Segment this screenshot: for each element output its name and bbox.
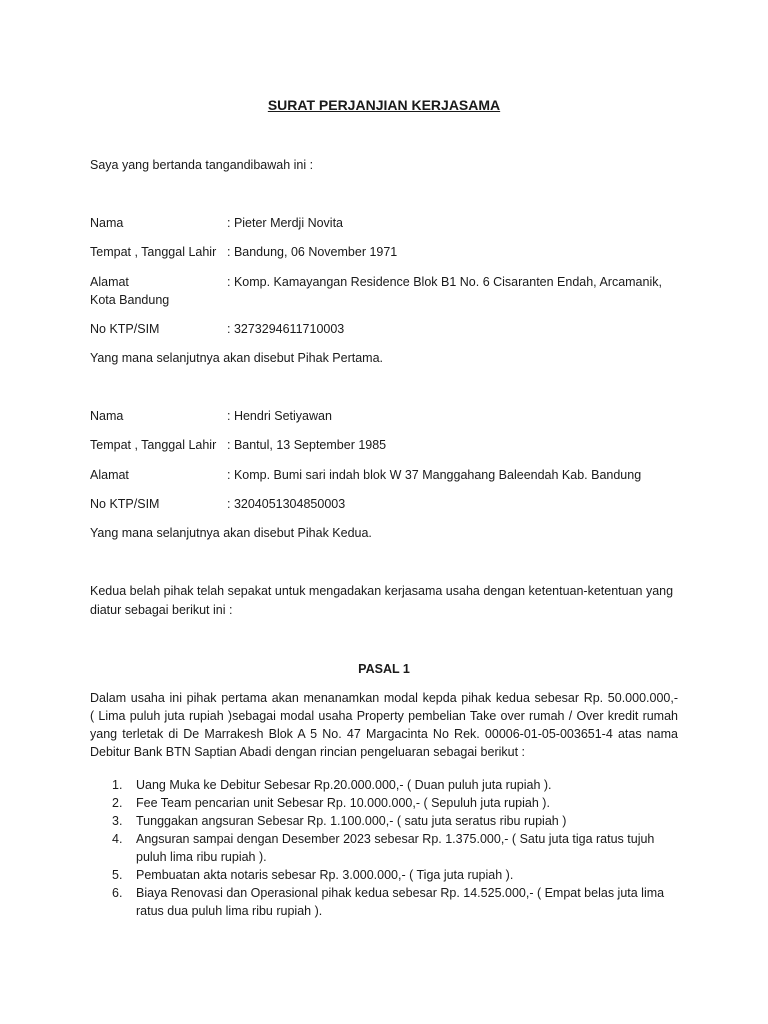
- expense-list: [90, 776, 678, 920]
- list-item-text: Tunggakan angsuran Sebesar Rp. 1.100.000,- ( satu juta seratus ribu rupiah ): [136, 814, 567, 828]
- list-item-text: Biaya Renovasi dan Operasional pihak kedua sebesar Rp. 14.525.000,- ( Empat belas juta lima ratus dua puluh lima ribu rupiah ).: [136, 886, 665, 918]
- list-item-text: Pembuatan akta notaris sebesar Rp. 3.000.000,- ( Tiga juta rupiah ).: [136, 868, 514, 882]
- list-item: [90, 866, 678, 884]
- party2-note: Yang mana selanjutnya akan disebut Pihak Kedua.: [90, 526, 372, 540]
- pasal-1-paragraph: [90, 689, 678, 761]
- list-item-number: 2.: [112, 796, 123, 810]
- party2-birth-label: Tempat , Tanggal Lahir: [90, 438, 217, 452]
- document-title: SURAT PERJANJIAN KERJASAMA: [267, 97, 501, 113]
- party1-id-value: : 3273294611710003: [227, 322, 345, 336]
- agreement-line-2: diatur sebagai berikut ini :: [90, 603, 233, 617]
- list-item: [90, 812, 678, 830]
- party1-address-label: Alamat: [90, 275, 129, 289]
- party1-name-value: : Pieter Merdji Novita: [227, 216, 344, 230]
- party1-birth-value: : Bandung, 06 November 1971: [227, 245, 398, 259]
- pasal-1-line-3: yang terletak di De Marrakesh Blok A 5 No. 47 Margacinta No Rek. 00006-01-05-003651-4 atas nama: [90, 727, 678, 741]
- party1-id-label: No KTP/SIM: [90, 322, 160, 336]
- list-item: [90, 830, 656, 866]
- pasal-1-line-2: ( Lima puluh juta rupiah )sebagai modal usaha Property pembelian Take over rumah / Over kredit rumah: [90, 709, 678, 723]
- list-item-number: 5.: [112, 868, 123, 882]
- party1-address-continuation: Kota Bandung: [90, 293, 170, 307]
- list-item-text: Fee Team pencarian unit Sebesar Rp. 10.000.000,- ( Sepuluh juta rupiah ).: [136, 796, 550, 810]
- party2-id-value: : 3204051304850003: [227, 497, 346, 511]
- pasal-1-line-4: Debitur Bank BTN Saptian Abadi dengan rincian pengeluaran sebagai berikut :: [90, 745, 526, 759]
- list-item: [90, 776, 678, 794]
- party1-birth-label: Tempat , Tanggal Lahir: [90, 245, 217, 259]
- party1-name-label: Nama: [90, 216, 124, 230]
- pasal-1-line-1: Dalam usaha ini pihak pertama akan menanamkan modal kepda pihak kedua sebesar Rp. 50.000.000,-: [90, 691, 678, 705]
- agreement-line-1: Kedua belah pihak telah sepakat untuk mengadakan kerjasama usaha dengan ketentuan-ketentuan yang: [90, 584, 674, 598]
- party2-address-label: Alamat: [90, 468, 129, 482]
- list-item-text: Uang Muka ke Debitur Sebesar Rp.20.000.000,- ( Duan puluh juta rupiah ).: [136, 778, 552, 792]
- party1-note: Yang mana selanjutnya akan disebut Pihak Pertama.: [90, 351, 384, 365]
- list-item: [90, 794, 678, 812]
- party2-birth-value: : Bantul, 13 September 1985: [227, 438, 387, 452]
- party2-name-label: Nama: [90, 409, 124, 423]
- list-item: [90, 884, 676, 920]
- party2-name-value: : Hendri Setiyawan: [227, 409, 332, 423]
- list-item-number: 6.: [112, 886, 123, 900]
- party2-id-label: No KTP/SIM: [90, 497, 160, 511]
- list-item-text: Angsuran sampai dengan Desember 2023 sebesar Rp. 1.375.000,- ( Satu juta tiga ratus tujuh puluh lima ribu rupiah ).: [136, 832, 655, 864]
- party2-address-value: : Komp. Bumi sari indah blok W 37 Manggahang Baleendah Kab. Bandung: [227, 468, 642, 482]
- intro-text: Saya yang bertanda tangandibawah ini :: [90, 158, 314, 172]
- pasal-1-heading: PASAL 1: [358, 662, 410, 676]
- party1-address-value: : Komp. Kamayangan Residence Blok B1 No. 6 Cisaranten Endah, Arcamanik,: [227, 275, 662, 289]
- list-item-number: 3.: [112, 814, 123, 828]
- list-item-number: 4.: [112, 832, 123, 846]
- list-item-number: 1.: [112, 778, 123, 792]
